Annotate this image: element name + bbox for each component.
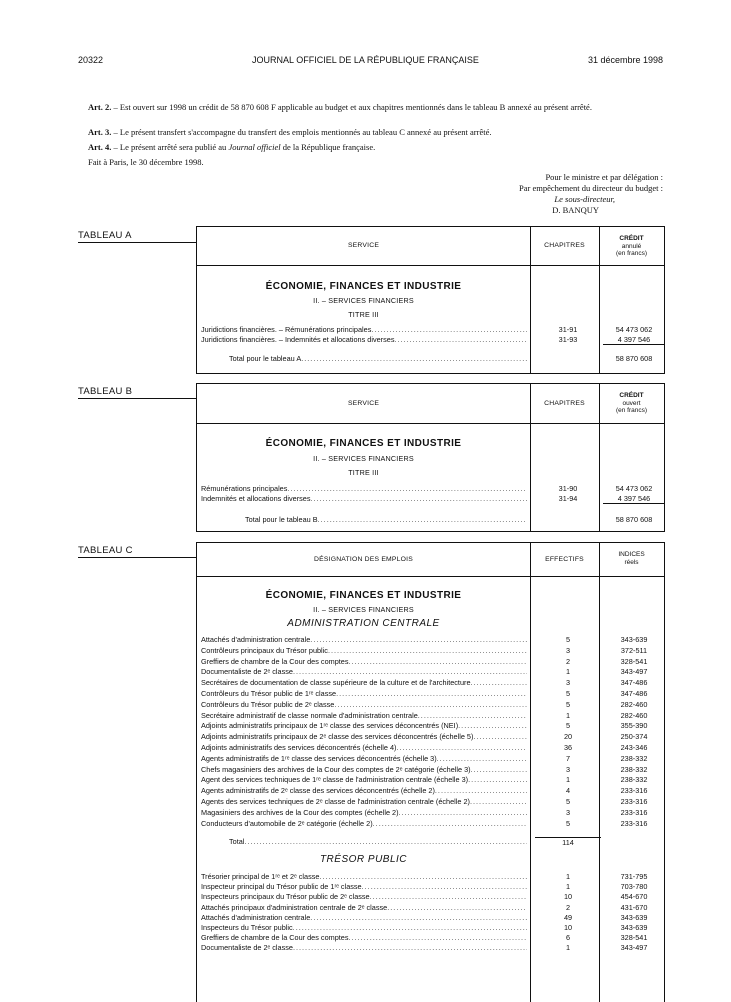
tableau-a-subtitle: II. – SERVICES FINANCIERS bbox=[313, 296, 414, 305]
tableau-a bbox=[196, 226, 665, 374]
article-2-label: Art. 2. bbox=[88, 102, 112, 112]
indice-value: 233-316 bbox=[620, 786, 648, 796]
tableau-c-title: ÉCONOMIE, FINANCES ET INDUSTRIE bbox=[265, 590, 462, 601]
table-row bbox=[201, 903, 661, 912]
effectif-value: 3 bbox=[565, 678, 571, 688]
indice-value: 454-670 bbox=[620, 892, 648, 902]
effectif-value: 3 bbox=[565, 807, 571, 817]
journal-title: JOURNAL OFFICIEL DE LA RÉPUBLIQUE FRANÇAISE bbox=[252, 55, 479, 65]
table-row bbox=[201, 786, 661, 795]
effectif-value: 1 bbox=[565, 882, 571, 892]
table-row bbox=[201, 819, 661, 828]
effectif-value: 5 bbox=[565, 818, 571, 828]
effectif-value: 4 bbox=[565, 786, 571, 796]
tableau-c-head-effectifs: EFFECTIFS bbox=[545, 556, 584, 563]
table-row bbox=[201, 646, 661, 655]
emploi-label: Documentaliste de 2ᵉ classe ..... bbox=[201, 943, 527, 952]
emploi-label: Greffiers de chambre de la Cour des comptes ..... bbox=[201, 933, 527, 942]
effectif-value: 20 bbox=[563, 732, 573, 742]
effectif-value: 1 bbox=[565, 667, 571, 677]
tableau-a-label: TABLEAU A bbox=[78, 230, 196, 243]
emploi-label: Attachés principaux d'administration centrale de 2ᵉ classe ..... bbox=[201, 903, 527, 912]
tableau-b-title: ÉCONOMIE, FINANCES ET INDUSTRIE bbox=[265, 438, 462, 449]
emploi-label: Inspecteurs principaux du Trésor public de 2ᵉ classe ..... bbox=[201, 892, 527, 901]
indice-value: 233-316 bbox=[620, 807, 648, 817]
issue-date: 31 décembre 1998 bbox=[587, 55, 663, 65]
indice-value: 347-486 bbox=[620, 678, 648, 688]
effectif-value: 3 bbox=[565, 645, 571, 655]
tableau-a-head-service: SERVICE bbox=[347, 242, 380, 249]
emploi-label: Contrôleurs principaux du Trésor public ..... bbox=[201, 646, 527, 655]
table-row bbox=[201, 923, 661, 932]
table-row bbox=[201, 743, 661, 752]
effectif-value: 2 bbox=[565, 902, 571, 912]
tableau-c-head-designation: DÉSIGNATION DES EMPLOIS bbox=[314, 556, 413, 563]
tableau-c-section-tresor: TRÉSOR PUBLIC bbox=[319, 854, 408, 865]
table-row bbox=[201, 808, 661, 817]
emploi-label: Contrôleurs du Trésor public de 2ᵉ classe ..... bbox=[201, 700, 527, 709]
effectif-value: 36 bbox=[563, 743, 573, 752]
table-row bbox=[201, 872, 661, 881]
effectif-value: 1 bbox=[565, 775, 571, 785]
effectif-value: 2 bbox=[565, 656, 571, 666]
signature-name: D. BANQUY bbox=[552, 205, 599, 215]
article-3-text: – Le présent transfert s'accompagne du transfert des emplois mentionnés au tableau C annexé au présent arrêté. bbox=[111, 127, 492, 137]
tableau-a-titre: TITRE III bbox=[348, 310, 379, 319]
article-3 bbox=[78, 127, 664, 138]
table-row bbox=[201, 732, 661, 741]
table-row: Indemnités et allocations diverses ..... 31-94 4 397 546 bbox=[201, 494, 661, 503]
tableau-b-head-chapitres: CHAPITRES bbox=[544, 400, 585, 407]
table-row bbox=[201, 933, 661, 942]
indice-value: 731-795 bbox=[620, 872, 648, 881]
emploi-label: Secrétaires de documentation de classe supérieure de la culture et de l'architecture ..... bbox=[201, 678, 527, 687]
emploi-label: Agents des services techniques de 2ᵉ classe de l'administration centrale (échelle 2) ..... bbox=[201, 797, 527, 806]
tableau-b-titre: TITRE III bbox=[348, 468, 379, 477]
emploi-label: Agents administratifs de 1ʳᵉ classe des services déconcentrés (échelle 3) ..... bbox=[201, 754, 527, 763]
table-row: Juridictions financières. – Rémunérations principales ..... 31-91 54 473 062 bbox=[201, 325, 661, 334]
effectif-value: 1 bbox=[565, 710, 571, 720]
table-row bbox=[201, 711, 661, 720]
tableau-a-title: ÉCONOMIE, FINANCES ET INDUSTRIE bbox=[265, 281, 462, 292]
signature-line-2: Par empêchement du directeur du budget : bbox=[519, 183, 663, 193]
signature-line-1: Pour le ministre et par délégation : bbox=[545, 172, 663, 182]
article-4-text: – Le présent arrêté sera publié au bbox=[111, 142, 229, 152]
tableau-c-section-admin: ADMINISTRATION CENTRALE bbox=[287, 618, 440, 629]
table-row: Rémunérations principales ..... 31-90 54 473 062 bbox=[201, 484, 661, 493]
effectif-value: 49 bbox=[563, 912, 573, 922]
emploi-label: Trésorier principal de 1ʳᵉ et 2ᵉ classe ..... bbox=[201, 872, 527, 881]
article-2-text: – Est ouvert sur 1998 un crédit de 58 870 608 F applicable au budget et aux chapitres mentionnés dans le tableau B annexé au présent arrêté. bbox=[111, 102, 592, 112]
indice-value: 343-497 bbox=[620, 943, 648, 953]
indice-value: 238-332 bbox=[620, 753, 648, 763]
journal-officiel-italic: Journal officiel bbox=[228, 142, 281, 152]
emploi-label: Adjoints administratifs principaux de 1ʳᵉ classe des services déconcentrés (NEI) ..... bbox=[201, 721, 527, 730]
table-row bbox=[201, 943, 661, 952]
emploi-label: Attachés d'administration centrale ..... bbox=[201, 913, 527, 922]
signature-line-3: Le sous-directeur, bbox=[554, 194, 615, 204]
emploi-label: Agent des services techniques de 1ʳᵉ classe de l'administration centrale (échelle 3) ..... bbox=[201, 775, 527, 784]
table-row bbox=[201, 775, 661, 784]
emploi-label: Inspecteur principal du Trésor public de 1ʳᵉ classe ..... bbox=[201, 882, 527, 891]
indice-value: 282-460 bbox=[620, 710, 648, 720]
signature-block bbox=[519, 172, 663, 216]
table-row bbox=[201, 700, 661, 709]
indice-value: 355-390 bbox=[620, 721, 648, 731]
effectif-value: 3 bbox=[565, 764, 571, 774]
indice-value: 233-316 bbox=[620, 797, 648, 806]
table-row bbox=[201, 765, 661, 774]
emploi-label: Documentaliste de 2ᵉ classe ..... bbox=[201, 667, 527, 676]
tableau-c-head-indices: INDICES réels bbox=[618, 551, 645, 566]
tableau-b-label: TABLEAU B bbox=[78, 386, 196, 399]
table-row bbox=[201, 913, 661, 922]
table-row bbox=[201, 635, 661, 644]
tableau-a-head-chapitres: CHAPITRES bbox=[544, 242, 585, 249]
indice-value: 238-332 bbox=[620, 764, 648, 774]
table-row bbox=[201, 678, 661, 687]
indice-value: 343-639 bbox=[620, 923, 648, 932]
effectif-value: 5 bbox=[565, 699, 571, 709]
emploi-label: Greffiers de chambre de la Cour des comptes ..... bbox=[201, 657, 527, 666]
effectif-value: 5 bbox=[565, 721, 571, 731]
tableau-b-subtitle: II. – SERVICES FINANCIERS bbox=[313, 454, 414, 463]
table-row bbox=[201, 797, 661, 806]
table-row bbox=[201, 882, 661, 891]
article-4-text-end: de la République française. bbox=[280, 142, 376, 152]
tableau-c-label: TABLEAU C bbox=[78, 545, 196, 558]
emploi-label: Secrétaire administratif de classe normale d'administration centrale ..... bbox=[201, 711, 527, 720]
table-row bbox=[201, 754, 661, 763]
emploi-label: Inspecteurs du Trésor public ..... bbox=[201, 923, 527, 932]
effectif-value: 5 bbox=[565, 635, 571, 644]
tableau-c-total-row: Total ..... 114 bbox=[201, 837, 661, 846]
effectif-value: 7 bbox=[565, 753, 571, 763]
emploi-label: Magasiniers des archives de la Cour des comptes (échelle 2) ..... bbox=[201, 808, 527, 817]
indice-value: 343-639 bbox=[620, 635, 648, 644]
indice-value: 328-541 bbox=[620, 656, 648, 666]
emploi-label: Adjoints administratifs principaux de 2ᵉ classe des services déconcentrés (échelle 5) ..... bbox=[201, 732, 527, 741]
article-3-label: Art. 3. bbox=[88, 127, 112, 137]
tableau-a-head-credit: CRÉDIT annulé (en francs) bbox=[615, 235, 648, 257]
effectif-value: 5 bbox=[565, 689, 571, 698]
indice-value: 233-316 bbox=[620, 818, 648, 828]
article-2 bbox=[78, 102, 664, 113]
tableau-b-total-row: Total pour le tableau B ..... 58 870 608 bbox=[201, 515, 661, 524]
table-row bbox=[201, 689, 661, 698]
indice-value: 347-486 bbox=[620, 689, 648, 698]
emploi-label: Adjoints administratifs des services déconcentrés (échelle 4) ..... bbox=[201, 743, 527, 752]
emploi-label: Agents administratifs de 2ᵉ classe des services déconcentrés (échelle 2) ..... bbox=[201, 786, 527, 795]
article-4 bbox=[78, 142, 664, 153]
tableau-c bbox=[196, 542, 665, 1002]
indice-value: 238-332 bbox=[620, 775, 648, 785]
emploi-label: Attachés d'administration centrale ..... bbox=[201, 635, 527, 644]
indice-value: 343-639 bbox=[620, 912, 648, 922]
table-row bbox=[201, 721, 661, 730]
tableau-b-head-credit: CRÉDIT ouvert (en francs) bbox=[615, 392, 648, 414]
tableau-b bbox=[196, 383, 665, 532]
indice-value: 243-346 bbox=[620, 743, 648, 752]
indice-value: 703-780 bbox=[620, 882, 648, 892]
effectif-value: 1 bbox=[565, 943, 571, 953]
emploi-label: Contrôleurs du Trésor public de 1ʳᵉ classe ..... bbox=[201, 689, 527, 698]
emploi-label: Conducteurs d'automobile de 2ᵉ catégorie (échelle 2) ..... bbox=[201, 819, 527, 828]
table-row: Juridictions financières. – Indemnités et allocations diverses ..... 31-93 4 397 546 bbox=[201, 335, 661, 344]
effectif-value: 5 bbox=[565, 797, 571, 806]
page-number: 20322 bbox=[78, 55, 104, 65]
article-4-label: Art. 4. bbox=[88, 142, 112, 152]
effectif-value: 1 bbox=[565, 872, 571, 881]
table-row bbox=[201, 657, 661, 666]
tableau-a-total-row: Total pour le tableau A ..... 58 870 608 bbox=[201, 354, 661, 363]
effectif-value: 10 bbox=[563, 923, 573, 932]
tableau-b-head-service: SERVICE bbox=[347, 400, 380, 407]
effectif-value: 6 bbox=[565, 933, 571, 943]
indice-value: 431-670 bbox=[620, 902, 648, 912]
indice-value: 372-511 bbox=[620, 645, 648, 655]
indice-value: 328-541 bbox=[620, 933, 648, 943]
indice-value: 343-497 bbox=[620, 667, 648, 677]
table-row bbox=[201, 667, 661, 676]
indice-value: 282-460 bbox=[620, 699, 648, 709]
table-row bbox=[201, 892, 661, 901]
tableau-c-subtitle: II. – SERVICES FINANCIERS bbox=[313, 605, 414, 614]
fait-a-paris: Fait à Paris, le 30 décembre 1998. bbox=[88, 157, 204, 167]
effectif-value: 10 bbox=[563, 892, 573, 902]
emploi-label: Chefs magasiniers des archives de la Cour des comptes de 2ᵉ catégorie (échelle 3) ..... bbox=[201, 765, 527, 774]
indice-value: 250-374 bbox=[620, 732, 648, 742]
